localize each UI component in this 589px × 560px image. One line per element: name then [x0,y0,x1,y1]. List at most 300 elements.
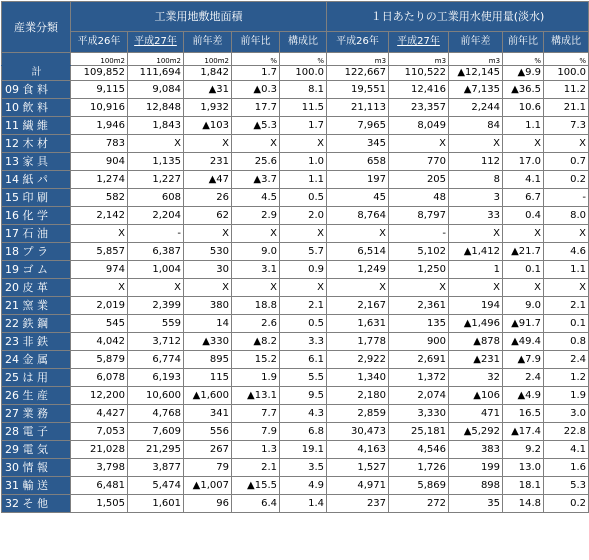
table-cell: 6.8 [280,423,327,441]
table-cell: 16.5 [503,405,544,423]
table-cell: 135 [389,315,449,333]
table-cell: 2,019 [71,297,128,315]
unit-cell: m3 [449,53,503,66]
table-cell: 7,965 [327,117,389,135]
table-cell: 0.1 [544,315,589,333]
table-cell: 7.9 [232,423,280,441]
table-cell: 9,115 [71,81,128,99]
table-cell: 2,361 [389,297,449,315]
table-cell: 1.7 [280,117,327,135]
table-cell: 6.1 [280,351,327,369]
table-cell: 1,601 [128,495,184,513]
table-cell: 22.8 [544,423,589,441]
table-row [2,441,589,459]
table-cell: 895 [184,351,232,369]
table-cell: X [232,135,280,153]
table-cell: 1,726 [389,459,449,477]
table-cell: X [449,135,503,153]
table-cell: ▲15.5 [232,477,280,495]
table-cell: 8 [449,171,503,189]
table-cell: 4.1 [544,441,589,459]
table-cell: 2.9 [232,207,280,225]
col-header: 平成27年 [389,32,449,53]
table-row [2,99,589,117]
industry-label: 22 鉄 鋼 [2,315,71,333]
table-cell: 9.2 [503,441,544,459]
industry-label: 20 皮 革 [2,279,71,297]
total-cell: 100.0 [280,66,327,81]
table-cell: 112 [449,153,503,171]
table-cell: 2.4 [503,369,544,387]
total-label: 計 [2,66,71,81]
table-cell: - [128,225,184,243]
total-cell: 1.7 [232,66,280,81]
table-cell: ▲13.1 [232,387,280,405]
col-header: 前年比 [503,32,544,53]
table-cell: ▲878 [449,333,503,351]
col-header: 前年比 [232,32,280,53]
table-cell: 2,204 [128,207,184,225]
table-cell: 7,053 [71,423,128,441]
table-cell: 1.9 [544,387,589,405]
table-cell: 1,527 [327,459,389,477]
table-cell: 559 [128,315,184,333]
table-cell: 17.7 [232,99,280,117]
table-cell: X [503,279,544,297]
table-cell: 10,600 [128,387,184,405]
table-cell: 530 [184,243,232,261]
table-cell: 4.9 [280,477,327,495]
industry-label: 12 木 材 [2,135,71,153]
table-row [2,243,589,261]
table-cell: 14.8 [503,495,544,513]
table-cell: X [232,225,280,243]
industry-label: 29 電 気 [2,441,71,459]
table-cell: 2.6 [232,315,280,333]
category-header: 産業分類 [2,2,71,53]
table-cell: 2,180 [327,387,389,405]
table-cell: 6.4 [232,495,280,513]
table-cell: X [503,225,544,243]
table-cell: 471 [449,405,503,423]
table-cell: ▲0.3 [232,81,280,99]
total-cell: 110,522 [389,66,449,81]
table-cell: 1,274 [71,171,128,189]
table-cell: 62 [184,207,232,225]
table-cell: 7.3 [544,117,589,135]
table-cell: 15.2 [232,351,280,369]
table-row [2,405,589,423]
table-cell: ▲5.3 [232,117,280,135]
total-cell: 100.0 [544,66,589,81]
table-cell: 9.0 [503,297,544,315]
table-cell: X [327,225,389,243]
table-cell: 783 [71,135,128,153]
table-cell: 556 [184,423,232,441]
table-cell: 3 [449,189,503,207]
table-cell: 5.7 [280,243,327,261]
table-cell: 1,843 [128,117,184,135]
table-cell: 2.1 [544,297,589,315]
table-cell: - [544,189,589,207]
industry-label: 25 は 用 [2,369,71,387]
total-cell: ▲12,145 [449,66,503,81]
table-cell: 9,084 [128,81,184,99]
table-row [2,369,589,387]
industry-label: 13 家 具 [2,153,71,171]
table-row [2,495,589,513]
table-cell: 3,712 [128,333,184,351]
table-cell: 5.5 [280,369,327,387]
industry-label: 15 印 刷 [2,189,71,207]
table-cell: 2.0 [280,207,327,225]
table-cell: 35 [449,495,503,513]
industry-label: 10 飲 料 [2,99,71,117]
industry-label: 32 そ 他 [2,495,71,513]
table-cell: 1,932 [184,99,232,117]
table-cell: 25.6 [232,153,280,171]
industry-label: 18 プ ラ [2,243,71,261]
table-cell: 341 [184,405,232,423]
table-cell: X [449,225,503,243]
table-cell: ▲231 [449,351,503,369]
table-cell: 608 [128,189,184,207]
table-cell: 6,387 [128,243,184,261]
table-cell: 0.5 [280,189,327,207]
table-cell: ▲8.2 [232,333,280,351]
table-cell: 1,505 [71,495,128,513]
table-cell: 1.1 [503,117,544,135]
unit-cell: % [280,53,327,66]
table-cell: 1,778 [327,333,389,351]
table-cell: 345 [327,135,389,153]
table-cell: X [128,279,184,297]
table-cell: 3.0 [544,405,589,423]
table-cell: X [280,135,327,153]
industry-label: 17 石 油 [2,225,71,243]
table-cell: 6,774 [128,351,184,369]
table-cell: X [232,279,280,297]
table-cell: 1.4 [280,495,327,513]
table-cell: 11.5 [280,99,327,117]
industry-label: 23 非 鉄 [2,333,71,351]
table-cell: X [449,279,503,297]
table-cell: - [389,225,449,243]
col-header: 平成26年 [327,32,389,53]
table-cell: 383 [449,441,503,459]
table-cell: 3.3 [280,333,327,351]
table-row [2,315,589,333]
table-cell: 8.0 [544,207,589,225]
table-cell: 8.1 [280,81,327,99]
table-cell: 5,879 [71,351,128,369]
table-cell: 21,113 [327,99,389,117]
table-cell: 0.1 [503,261,544,279]
table-row [2,81,589,99]
table-cell: 5,857 [71,243,128,261]
table-cell: X [184,135,232,153]
table-cell: 205 [389,171,449,189]
table-cell: 272 [389,495,449,513]
table-cell: 9.0 [232,243,280,261]
table-row [2,153,589,171]
table-cell: 25,181 [389,423,449,441]
table-cell: 5,474 [128,477,184,495]
table-cell: 3,877 [128,459,184,477]
table-cell: 1,249 [327,261,389,279]
table-cell: 19.1 [280,441,327,459]
table-cell: 2,859 [327,405,389,423]
total-cell: ▲9.9 [503,66,544,81]
table-cell: ▲36.5 [503,81,544,99]
table-cell: ▲21.7 [503,243,544,261]
table-cell: ▲7,135 [449,81,503,99]
table-cell: 2.1 [232,459,280,477]
table-cell: 2,244 [449,99,503,117]
table-cell: 12,200 [71,387,128,405]
table-cell: ▲49.4 [503,333,544,351]
table-row [2,423,589,441]
table-row [2,459,589,477]
table-cell: 0.9 [280,261,327,279]
table-cell: 658 [327,153,389,171]
total-cell: 111,694 [128,66,184,81]
total-row [2,66,589,81]
table-cell: 1.1 [544,261,589,279]
table-cell: 904 [71,153,128,171]
table-row [2,171,589,189]
table-cell: 3,330 [389,405,449,423]
table-cell: X [71,279,128,297]
table-cell: X [280,279,327,297]
table-cell: X [128,135,184,153]
table-cell: 2.1 [280,297,327,315]
table-cell: 19,551 [327,81,389,99]
table-cell: 1,631 [327,315,389,333]
table-row [2,351,589,369]
table-cell: 33 [449,207,503,225]
table-cell: 21,295 [128,441,184,459]
table-cell: X [71,225,128,243]
table-cell: 6,078 [71,369,128,387]
table-cell: 199 [449,459,503,477]
table-cell: 17.0 [503,153,544,171]
table-cell: X [544,279,589,297]
table-cell: 1,250 [389,261,449,279]
table-cell: 30,473 [327,423,389,441]
table-row [2,207,589,225]
table-cell: ▲1,412 [449,243,503,261]
table-cell: X [544,225,589,243]
table-cell: 1 [449,261,503,279]
table-cell: X [184,225,232,243]
table-cell: 8,797 [389,207,449,225]
table-cell: 32 [449,369,503,387]
table-cell: 4.6 [544,243,589,261]
table-cell: 2,167 [327,297,389,315]
table-cell: 26 [184,189,232,207]
table-cell: 13.0 [503,459,544,477]
table-cell: 9.5 [280,387,327,405]
table-cell: 18.8 [232,297,280,315]
col-header: 構成比 [544,32,589,53]
table-row [2,477,589,495]
table-cell: 8,049 [389,117,449,135]
table-cell: ▲103 [184,117,232,135]
table-cell: ▲3.7 [232,171,280,189]
table-cell: 23,357 [389,99,449,117]
industry-label: 31 輸 送 [2,477,71,495]
table-row [2,333,589,351]
table-cell: ▲7.9 [503,351,544,369]
table-cell: 770 [389,153,449,171]
table-cell: 974 [71,261,128,279]
table-cell: 0.2 [544,171,589,189]
table-cell: 194 [449,297,503,315]
table-cell: 7.7 [232,405,280,423]
industry-label: 11 繊 維 [2,117,71,135]
table-cell: ▲4.9 [503,387,544,405]
unit-cell: % [503,53,544,66]
table-cell: 1.9 [232,369,280,387]
table-cell: X [389,279,449,297]
table-cell: 10.6 [503,99,544,117]
table-cell: ▲1,007 [184,477,232,495]
table-cell: 3.5 [280,459,327,477]
table-cell: 2,922 [327,351,389,369]
unit-cell: m3 [327,53,389,66]
table-row [2,297,589,315]
table-cell: 267 [184,441,232,459]
table-cell: 0.7 [544,153,589,171]
table-cell: ▲330 [184,333,232,351]
table-cell: 1.0 [280,153,327,171]
table-row [2,387,589,405]
table-cell: 231 [184,153,232,171]
table-cell: 4,163 [327,441,389,459]
table-cell: 5,869 [389,477,449,495]
unit-cell: % [544,53,589,66]
table-cell: 8,764 [327,207,389,225]
industry-label: 28 電 子 [2,423,71,441]
table-cell: X [327,279,389,297]
table-cell: ▲1,496 [449,315,503,333]
table-cell: 1.2 [544,369,589,387]
table-cell: 5.3 [544,477,589,495]
water-group-header: １日あたりの工業用水使用量(淡水) [327,2,589,32]
table-cell: X [503,135,544,153]
table-cell: 1.6 [544,459,589,477]
industry-label: 09 食 料 [2,81,71,99]
table-cell: 21,028 [71,441,128,459]
table-cell: 30 [184,261,232,279]
table-cell: X [389,135,449,153]
total-cell: 1,842 [184,66,232,81]
table-cell: 6,193 [128,369,184,387]
table-cell: 4,427 [71,405,128,423]
unit-row [2,53,589,66]
industry-label: 21 窯 業 [2,297,71,315]
total-cell: 109,852 [71,66,128,81]
col-header: 構成比 [280,32,327,53]
table-cell: 1.3 [232,441,280,459]
col-header: 平成26年 [71,32,128,53]
industry-label: 30 情 報 [2,459,71,477]
table-cell: 5,102 [389,243,449,261]
table-cell: 4.3 [280,405,327,423]
table-cell: X [544,135,589,153]
table-cell: 2,142 [71,207,128,225]
table-cell: 1,340 [327,369,389,387]
table-cell: X [280,225,327,243]
table-cell: 6.7 [503,189,544,207]
unit-cell: 100m2 [184,53,232,66]
table-row [2,279,589,297]
table-cell: 0.4 [503,207,544,225]
industry-label: 19 ゴ ム [2,261,71,279]
table-cell: 4,768 [128,405,184,423]
table-cell: 18.1 [503,477,544,495]
table-row [2,225,589,243]
industry-label: 24 金 属 [2,351,71,369]
unit-cell: % [232,53,280,66]
table-cell: 1,946 [71,117,128,135]
unit-cell: m3 [389,53,449,66]
table-cell: 12,848 [128,99,184,117]
table-cell: 582 [71,189,128,207]
industry-label: 16 化 学 [2,207,71,225]
table-cell: 4,042 [71,333,128,351]
table-cell: 11.2 [544,81,589,99]
table-cell: 0.8 [544,333,589,351]
table-cell: 1,372 [389,369,449,387]
table-cell: 1,135 [128,153,184,171]
table-cell: 10,916 [71,99,128,117]
table-cell: 3.1 [232,261,280,279]
table-cell: ▲47 [184,171,232,189]
table-cell: 14 [184,315,232,333]
table-cell: 380 [184,297,232,315]
table-cell: 7,609 [128,423,184,441]
table-cell: 237 [327,495,389,513]
table-cell: 197 [327,171,389,189]
table-cell: 1,227 [128,171,184,189]
table-cell: 12,416 [389,81,449,99]
table-cell: ▲5,292 [449,423,503,441]
table-cell: ▲1,600 [184,387,232,405]
table-cell: ▲106 [449,387,503,405]
area-group-header: 工業用地敷地面積 [71,2,327,32]
table-cell: 4.1 [503,171,544,189]
table-row [2,189,589,207]
table-row [2,261,589,279]
total-cell: 122,667 [327,66,389,81]
col-header: 平成27年 [128,32,184,53]
industry-water-table [1,1,589,513]
table-cell: 4.5 [232,189,280,207]
table-cell: ▲17.4 [503,423,544,441]
col-header: 前年差 [449,32,503,53]
table-row [2,117,589,135]
table-cell: 6,514 [327,243,389,261]
table-cell: 900 [389,333,449,351]
table-cell: 79 [184,459,232,477]
table-cell: 0.5 [280,315,327,333]
unit-cell: 100m2 [71,53,128,66]
table-cell: ▲31 [184,81,232,99]
industry-label: 26 生 産 [2,387,71,405]
table-cell: 1.1 [280,171,327,189]
